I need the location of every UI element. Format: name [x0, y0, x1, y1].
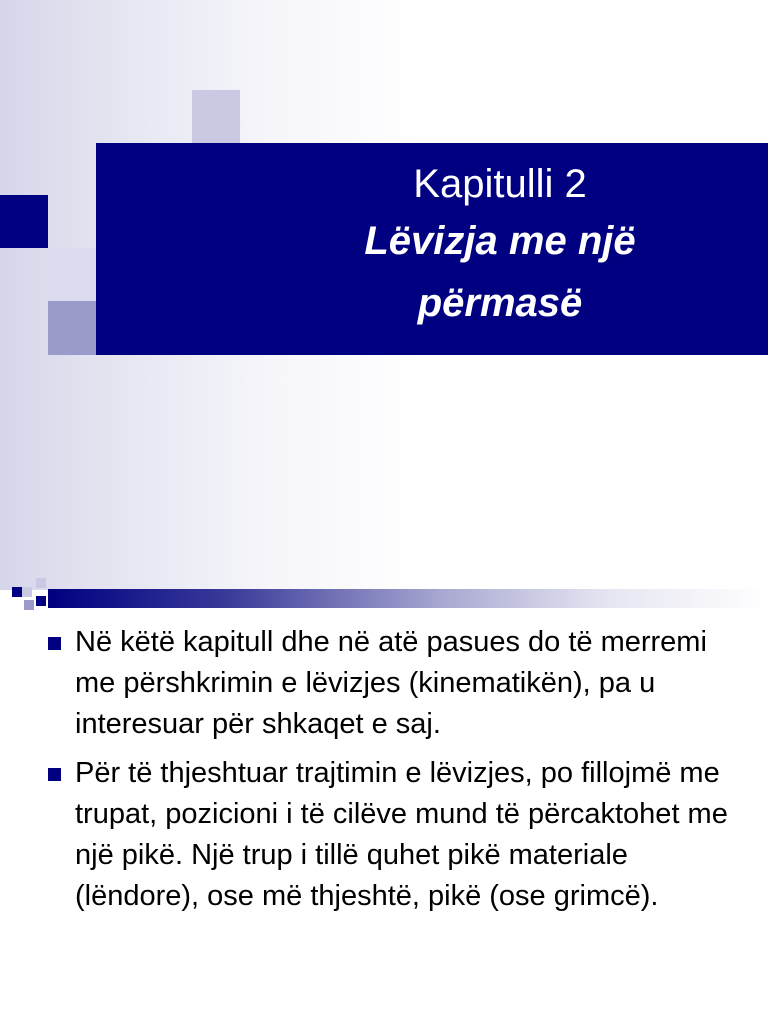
left-accent-band	[0, 195, 48, 248]
bullet-square-icon	[48, 768, 61, 781]
decorative-square	[48, 301, 96, 355]
bullet-square-icon	[48, 637, 61, 650]
decorative-square	[48, 248, 96, 301]
list-item	[48, 622, 738, 745]
chapter-title-line-2: përmasë	[417, 281, 583, 325]
bullet-text: Për të thjeshtuar trajtimin e lëvizjes, po fillojmë me trupat, pozicioni i të cilëve mund të përcaktohet me një pikë. Një trup i tillë quhet pikë materiale (lëndore), ose më thjeshtë, pikë (ose grimcë).	[75, 757, 728, 912]
decorative-square	[192, 90, 240, 143]
chapter-label: Kapitulli 2	[413, 162, 587, 206]
decorative-small-square	[22, 587, 32, 597]
decorative-small-square	[24, 600, 34, 610]
list-item	[48, 753, 738, 917]
decorative-small-square	[36, 596, 46, 606]
decorative-small-square	[12, 587, 22, 597]
slide-title	[250, 158, 750, 334]
decorative-small-square	[36, 578, 46, 588]
chapter-title-line-1: Lëvizja me një	[364, 219, 636, 263]
divider-bar	[48, 589, 768, 608]
bullet-list	[48, 622, 738, 925]
bullet-text: Në këtë kapitull dhe në atë pasues do të merremi me përshkrimin e lëvizjes (kinematikën), pa u interesuar për shkaqet e saj.	[75, 626, 707, 740]
